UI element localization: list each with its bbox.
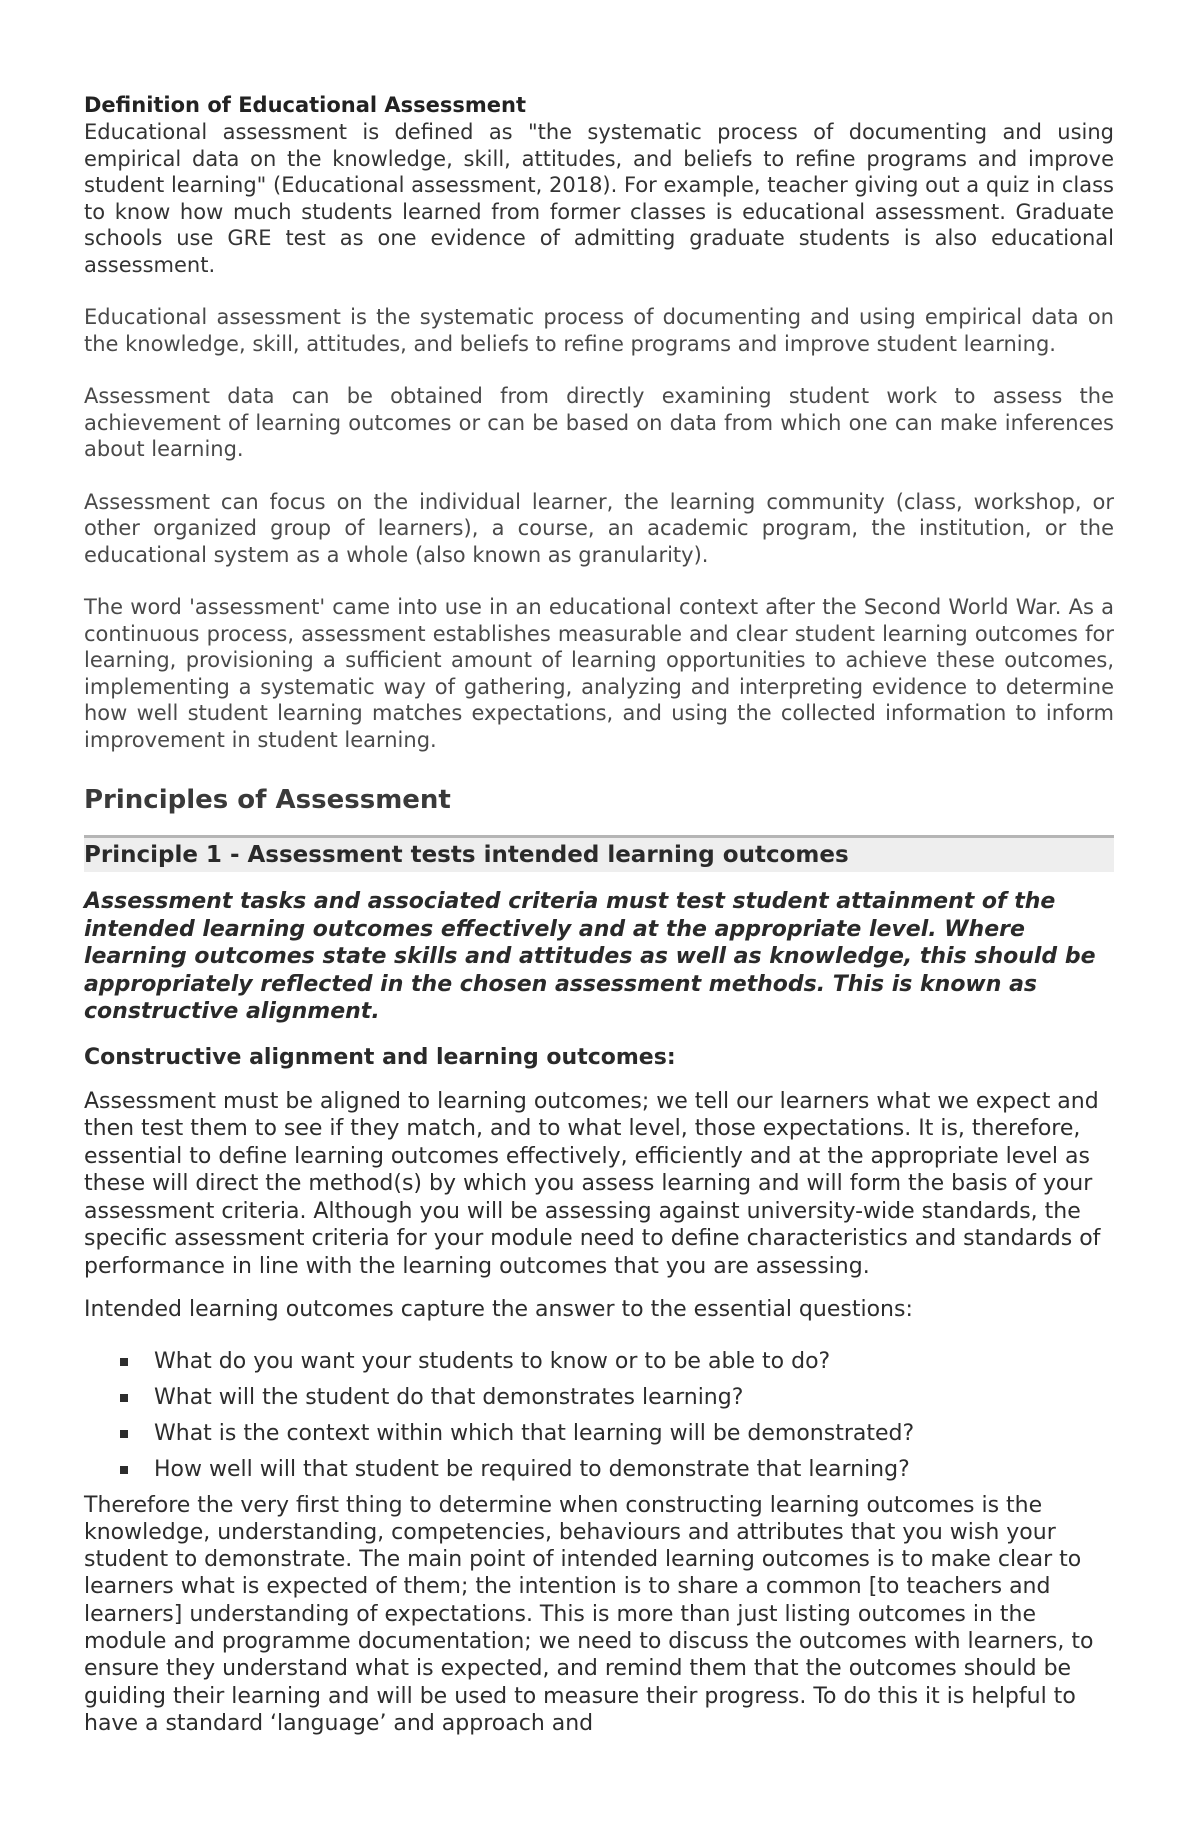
essential-questions-list — [84, 1348, 1114, 1484]
definition-paragraph: Educational assessment is defined as "the systematic process of documenting and using empirical data on the knowledge, skill, attitudes, and beliefs to refine programs and improve student learning" (Educational assessment, 2018). For example, teacher giving out a quiz in class to know how much students learned from former classes is educational assessment. Graduate schools use GRE test as one evidence of admitting graduate students is also educational assessment. — [84, 120, 1114, 277]
paragraph-assessment-focus: Assessment can focus on the individual learner, the learning community (class, workshop, or other organized group of learners), a course, an academic program, the institution, or the educational system as a whole (also known as granularity). — [84, 489, 1114, 567]
square-bullet-icon — [120, 1394, 128, 1402]
list-item-text: How well will that student be required to demonstrate that learning? — [154, 1456, 910, 1482]
essential-questions-intro: Intended learning outcomes capture the answer to the essential questions: — [84, 1297, 913, 1322]
closing-paragraph: Therefore the very first thing to determine when constructing learning outcomes is the knowledge, understanding, competencies, behaviours and attributes that you wish your student to demonstrate. The main point of intended learning outcomes is to make clear to learners what is expected of them; the intention is to share a common [to teachers and learners] understanding of expectations. This is more than just listing outcomes in the module and programme documentation; we need to discuss the outcomes with learners, to ensure they understand what is expected, and remind them that the outcomes should be guiding their learning and will be used to measure their progress. To do this it is helpful to have a standard ‘language’ and approach and — [84, 1492, 1094, 1736]
list-item — [84, 1420, 1114, 1448]
list-item — [84, 1456, 1114, 1484]
list-item — [84, 1348, 1114, 1376]
principles-heading: Principles of Assessment — [84, 785, 451, 815]
square-bullet-icon — [120, 1466, 128, 1474]
constructive-alignment-body: Assessment must be aligned to learning outcomes; we tell our learners what we expect and then test them to see if they match, and to what level, those expectations. It is, therefore, essential to define learning outcomes effectively, efficiently and at the appropriate level as these will direct the method(s) by which you assess learning and will form the basis of your assessment criteria. Although you will be assessing against university-wide standards, the specific assessment criteria for your module need to define characteristics and standards of performance in line with the learning outcomes that you are assessing. — [84, 1088, 1101, 1279]
paragraph-assessment-data: Assessment data can be obtained from directly examining student work to assess the achievement of learning outcomes or can be based on data from which one can make inferences about learning. — [84, 384, 1114, 461]
list-item-text: What is the context within which that learning will be demonstrated? — [154, 1420, 915, 1446]
principle-1-heading: Principle 1 - Assessment tests intended learning outcomes — [84, 838, 1114, 872]
principle-1-statement: Assessment tasks and associated criteria must test student attainment of the intended learning outcomes effectively and at the appropriate level. Where learning outcomes state skills and attitudes as well as knowledge, this should be appropriately reflected in the chosen assessment methods. This is known as constructive alignment. — [84, 889, 1096, 1024]
list-item-text: What do you want your students to know or to be able to do? — [154, 1348, 831, 1374]
list-item-text: What will the student do that demonstrates learning? — [154, 1384, 744, 1410]
definition-title: Definition of Educational Assessment — [84, 93, 527, 117]
square-bullet-icon — [120, 1430, 128, 1438]
constructive-alignment-heading: Constructive alignment and learning outcomes: — [84, 1044, 676, 1070]
square-bullet-icon — [120, 1358, 128, 1366]
document-page — [84, 92, 1114, 1737]
paragraph-systematic-process: Educational assessment is the systematic process of documenting and using empirical data on the knowledge, skill, attitudes, and beliefs to refine programs and improve student learning. — [84, 305, 1114, 356]
list-item — [84, 1384, 1114, 1412]
paragraph-word-history: The word 'assessment' came into use in an educational context after the Second World War. As a continuous process, assessment establishes measurable and clear student learning outcomes for learning, provisioning a sufficient amount of learning opportunities to achieve these outcomes, implementing a systematic way of gathering, analyzing and interpreting evidence to determine how well student learning matches expectations, and using the collected information to inform improvement in student learning. — [84, 595, 1114, 752]
